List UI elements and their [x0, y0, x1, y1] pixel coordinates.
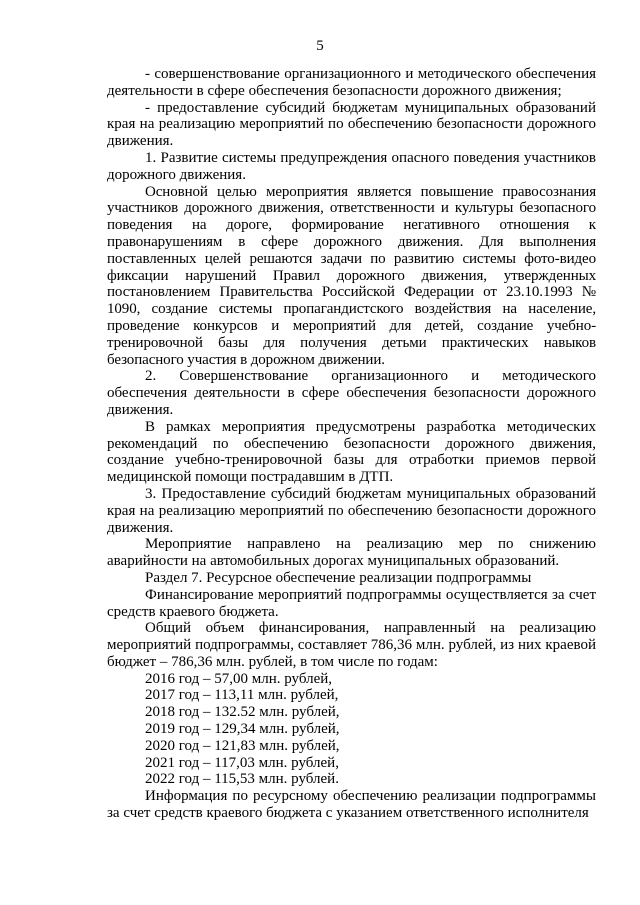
year-line-2016: 2016 год – 57,00 млн. рублей,: [145, 670, 333, 687]
paragraph-financing: Финансирование мероприятий подпрограммы осуществляется за счет средств краевого бюджета.: [107, 586, 596, 620]
paragraph-bullet-2: - предоставление субсидий бюджетам муниципальных образований края на реализацию мероприятий по обеспечению безопасности дорожного движения.: [107, 99, 596, 150]
year-line-2021: 2021 год – 117,03 млн. рублей,: [145, 754, 339, 771]
paragraph-bullet-1: - совершенствование организационного и методического обеспечения деятельности в сфере обеспечения безопасности дорожного движения;: [107, 66, 596, 99]
paragraph-item-1-title: 1. Развитие системы предупреждения опасного поведения участников дорожного движения.: [107, 149, 596, 183]
document-body: [107, 66, 596, 822]
year-line-2019: 2019 год – 129,34 млн. рублей,: [145, 721, 340, 738]
paragraph-item-3-title: 3. Предоставление субсидий бюджетам муниципальных образований края на реализацию мероприятий по обеспечению безопасности дорожного движения.: [107, 485, 596, 536]
year-line-2017: 2017 год – 113,11 млн. рублей,: [145, 687, 339, 704]
paragraph-total-volume: Общий объем финансирования, направленный на реализацию мероприятий подпрограммы, составляет 786,36 млн. рублей, из них краевой бюджет – 786,36 млн. рублей, в том числе по годам:: [107, 620, 596, 670]
page-number: 5: [316, 38, 324, 54]
section-heading: Раздел 7. Ресурсное обеспечение реализации подпрограммы: [145, 569, 532, 586]
paragraph-item-1-body: Основной целью мероприятия является повышение правосознания участников дорожного движения, ответственности и культуры безопасного поведения на дороге, формирование негативного отношения к правонарушениям в сфере дорожного движения. Для выполнения поставленных целей решаются задачи по развитию системы фото-видео фиксации нарушений Правил дорожного движения, утвержденных постановлением Правительства Российской Федерации от 23.10.1993 № 1090, создание системы пропагандистского воздействия на население, проведение конкурсов и мероприятий для детей, создание учебно-тренировочной базы для получения детьми практических навыков безопасного участия в дорожном движении.: [107, 183, 596, 368]
paragraph-item-2-title: 2. Совершенствование организационного и методического обеспечения деятельности в сфере обеспечения безопасности дорожного движения.: [107, 368, 596, 418]
year-line-2018: 2018 год – 132.52 млн. рублей,: [145, 704, 340, 721]
year-line-2020: 2020 год – 121,83 млн. рублей,: [145, 737, 340, 754]
paragraph-item-3-body: Мероприятие направлено на реализацию мер по снижению аварийности на автомобильных дорогах муниципальных образований.: [107, 536, 596, 570]
paragraph-item-2-body: В рамках мероприятия предусмотрены разработка методических рекомендаций по обеспечению безопасности дорожного движения, создание учебно-тренировочной базы для отработки приемов первой медицинской помощи пострадавшим в ДТП.: [107, 418, 596, 486]
year-line-2022: 2022 год – 115,53 млн. рублей.: [145, 771, 339, 788]
paragraph-closing: Информация по ресурсному обеспечению реализации подпрограммы за счет средств краевого бюджета с указанием ответственного исполнителя: [107, 788, 596, 822]
